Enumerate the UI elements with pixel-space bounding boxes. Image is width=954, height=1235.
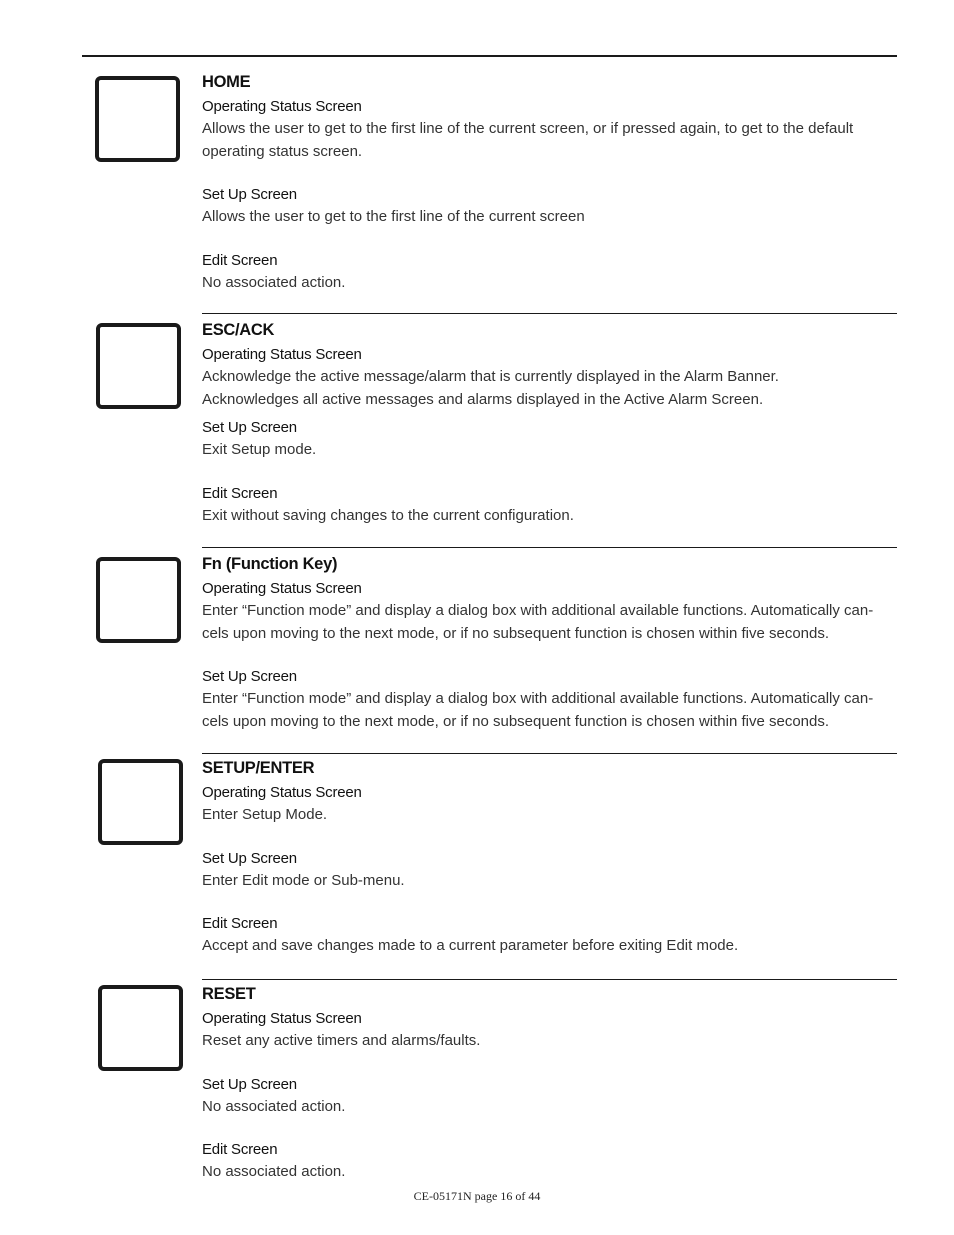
section-title: HOME	[202, 73, 251, 91]
entry-label: Operating Status Screen	[202, 98, 362, 115]
entry-text: Enter “Function mode” and display a dialog box with additional available functions. Automatically can-cels upon moving to the next mode, or if no subsequent function is chosen within five seconds.	[202, 690, 874, 730]
section-esc-ack	[202, 319, 892, 527]
section-title: RESET	[202, 985, 256, 1003]
entry-text: Allows the user to get to the first line of the current screen	[202, 208, 585, 225]
entry-text: Allows the user to get to the first line of the current screen, or if pressed again, to get to the default operating status screen.	[202, 120, 854, 160]
section-home	[202, 71, 892, 294]
entry-label: Operating Status Screen	[202, 1010, 362, 1027]
entry-label: Set Up Screen	[202, 186, 297, 203]
entry-label: Operating Status Screen	[202, 580, 362, 597]
entry-text: No associated action.	[202, 273, 346, 291]
section-title: SETUP/ENTER	[202, 759, 315, 777]
reset-key-icon	[98, 985, 183, 1071]
entry-text: No associated action.	[202, 1163, 346, 1180]
section-function-key	[202, 553, 892, 733]
entry-label: Set Up Screen	[202, 1075, 297, 1093]
esc-ack-key-icon	[96, 323, 181, 409]
top-rule	[82, 55, 897, 57]
section-reset	[202, 983, 892, 1184]
home-key-icon	[95, 76, 180, 162]
entry-text: Enter “Function mode” and display a dialog box with additional available functions. Automatically can-cels upon moving to the next mode, or if no subsequent function is chosen within five seconds.	[202, 602, 874, 642]
entry-text: Exit without saving changes to the current configuration.	[202, 506, 574, 524]
entry-label: Edit Screen	[202, 484, 278, 502]
function-key-icon	[96, 557, 181, 643]
section-divider	[202, 753, 897, 754]
section-title: Fn (Function Key)	[202, 555, 338, 573]
section-divider	[202, 979, 897, 980]
entry-text: Accept and save changes made to a current parameter before exiting Edit mode.	[202, 937, 739, 954]
section-divider	[202, 547, 897, 548]
entry-text: Exit Setup mode.	[202, 441, 317, 458]
entry-label: Edit Screen	[202, 251, 278, 269]
setup-enter-key-icon	[98, 759, 183, 845]
entry-label: Set Up Screen	[202, 668, 297, 685]
entry-text: Enter Edit mode or Sub-menu.	[202, 871, 405, 889]
entry-label: Set Up Screen	[202, 849, 297, 867]
entry-text: No associated action.	[202, 1097, 346, 1115]
section-setup-enter	[202, 757, 892, 958]
entry-text: Acknowledge the active message/alarm that is currently displayed in the Alarm Banner.	[202, 368, 779, 385]
section-divider	[202, 313, 897, 314]
entry-text: Reset any active timers and alarms/faults.	[202, 1032, 481, 1049]
entry-label: Operating Status Screen	[202, 346, 362, 363]
entry-text: Enter Setup Mode.	[202, 806, 328, 823]
entry-label: Set Up Screen	[202, 419, 297, 436]
section-title: ESC/ACK	[202, 321, 275, 339]
page-footer: CE-05171N page 16 of 44	[413, 1189, 541, 1203]
entry-label: Edit Screen	[202, 1141, 278, 1158]
entry-label: Edit Screen	[202, 915, 278, 932]
entry-text: Acknowledges all active messages and alarms displayed in the Active Alarm Screen.	[202, 390, 764, 408]
entry-label: Operating Status Screen	[202, 784, 362, 801]
